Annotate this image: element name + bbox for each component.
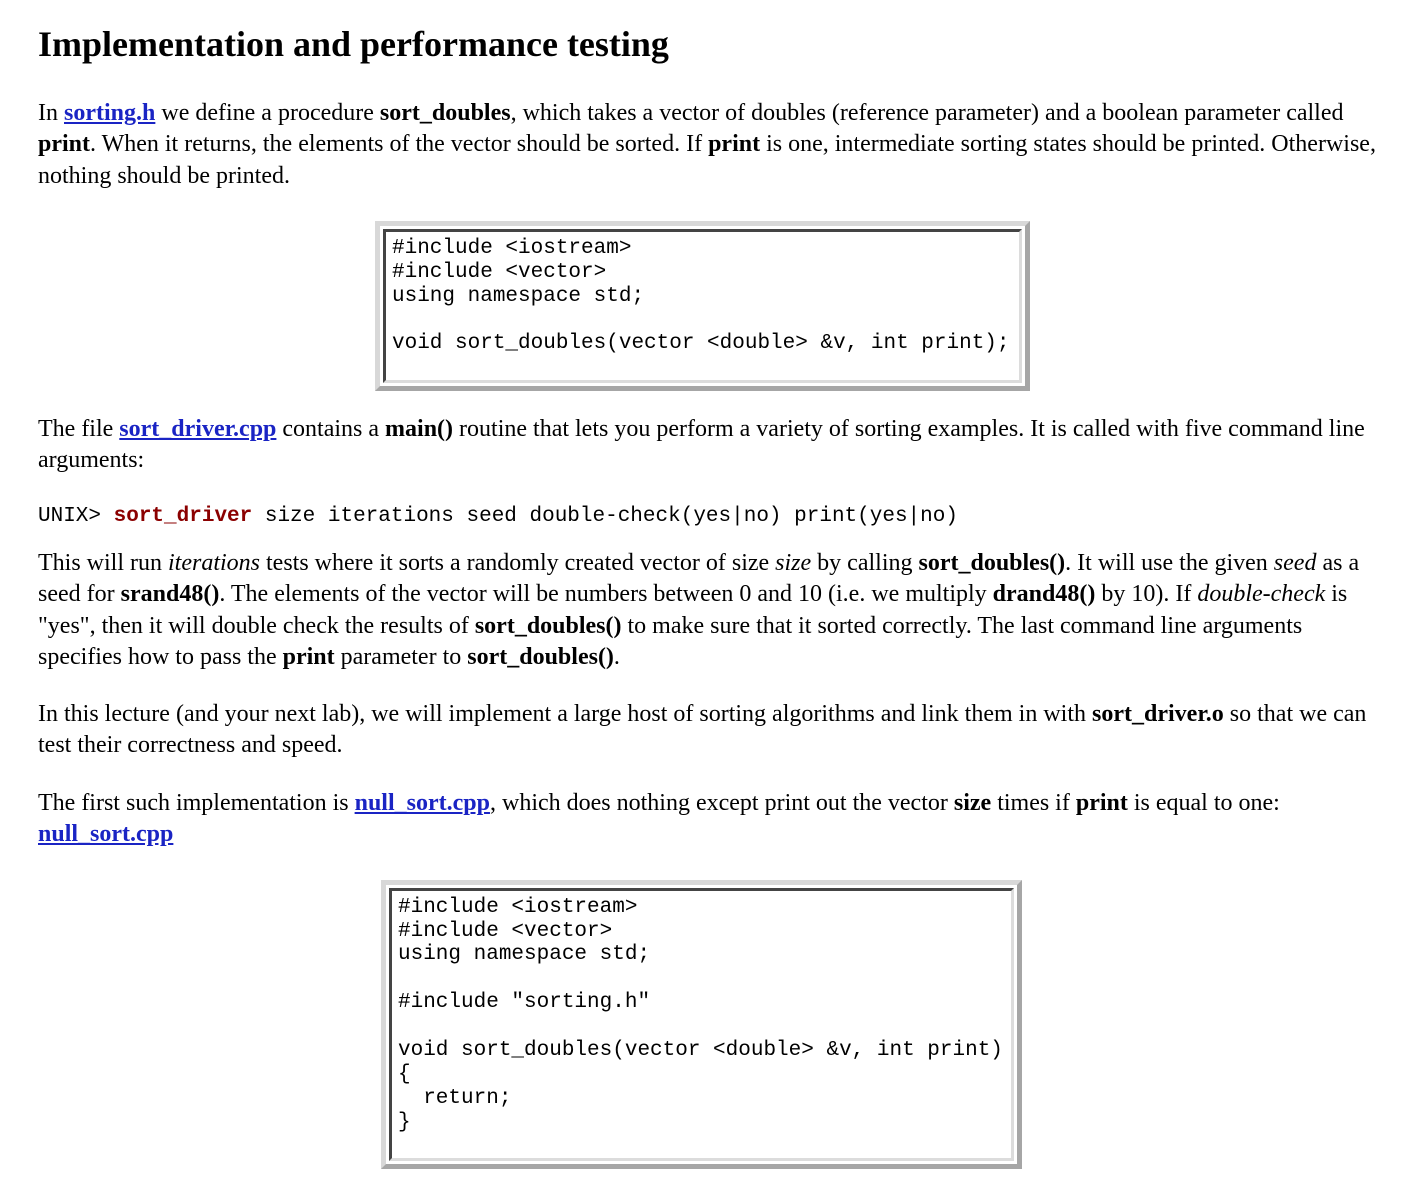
- null-sort-cpp-link[interactable]: null_sort.cpp: [38, 821, 174, 848]
- sorting-h-link[interactable]: sorting.h: [64, 100, 156, 126]
- sort-doubles-term: sort_doubles: [379, 100, 511, 126]
- sort-doubles-term: sort_doubles(): [474, 612, 622, 639]
- command-line-example: [38, 504, 958, 530]
- sort-doubles-term: sort_doubles(): [467, 643, 614, 670]
- code-line: #include <iostream>: [398, 896, 638, 919]
- srand48-term: srand48(): [120, 581, 220, 608]
- code-line: #include <vector>: [392, 261, 607, 284]
- command-arguments: size iterations seed double-check(yes|no) print(yes|no): [252, 505, 958, 528]
- usage-paragraph: This will run iterations tests where it sorts a randomly created vector of size size by calling sort_doubles(). It will use the given seed as a seed for srand48(). The elements of the vector will be numbers between 0 and 10 (i.e. we multiply drand48() by 10). If double-check is "yes", then it will double check the results of sort_doubles() to make sure that it sorted correctly. The last command line arguments specifies how to pass the print parameter to sort_doubles().: [38, 550, 1360, 670]
- code-line: }: [398, 1111, 411, 1134]
- print-term: print: [708, 131, 761, 158]
- sort-doubles-term: sort_doubles(): [918, 550, 1066, 576]
- print-term: print: [1075, 790, 1128, 816]
- code-line: using namespace std;: [398, 943, 651, 966]
- page-title: Implementation and performance testing: [38, 24, 669, 64]
- null-sort-paragraph: The first such implementation is null_sort.cpp, which does nothing except print out the vector size times if print is equal to one: null_sort.cpp: [38, 790, 1280, 848]
- main-term: main(): [385, 416, 454, 442]
- sorting-h-code-block: [375, 221, 1030, 391]
- driver-paragraph: The file sort_driver.cpp contains a main() routine that lets you perform a variety of sorting examples. It is called with five command line arguments:: [38, 416, 1365, 474]
- seed-term: seed: [1273, 550, 1317, 576]
- code-line: #include <vector>: [398, 920, 613, 943]
- code-line: using namespace std;: [392, 285, 645, 308]
- null-sort-code-block: [381, 880, 1022, 1169]
- unix-prompt: UNIX>: [38, 505, 114, 528]
- code-line: void sort_doubles(vector <double> &v, int print);: [392, 332, 1010, 355]
- print-term: print: [282, 643, 335, 670]
- double-check-term: double-check: [1197, 581, 1326, 608]
- size-term: size: [953, 790, 992, 816]
- null-sort-cpp-link[interactable]: null_sort.cpp: [354, 790, 490, 816]
- code-line: #include "sorting.h": [398, 991, 651, 1014]
- sort-driver-o-term: sort_driver.o: [1092, 701, 1224, 727]
- sort-driver-cpp-link[interactable]: sort_driver.cpp: [119, 416, 277, 442]
- drand48-term: drand48(): [992, 581, 1096, 608]
- intro-paragraph: In sorting.h we define a procedure sort_doubles, which takes a vector of doubles (reference parameter) and a boolean parameter called print. When it returns, the elements of the vector should be sorted. If print is one, intermediate sorting states should be printed. Otherwise, nothing should be printed.: [38, 100, 1376, 189]
- code-line: return;: [398, 1087, 512, 1110]
- sort-driver-command: sort_driver: [113, 505, 253, 528]
- print-term: print: [38, 131, 91, 158]
- lecture-paragraph: In this lecture (and your next lab), we will implement a large host of sorting algorithms and link them in with sort_driver.o so that we can test their correctness and speed.: [38, 701, 1367, 759]
- code-line: #include <iostream>: [392, 237, 632, 260]
- code-line: void sort_doubles(vector <double> &v, int print): [398, 1039, 1003, 1062]
- iterations-term: iterations: [168, 550, 261, 576]
- code-line: {: [398, 1063, 411, 1086]
- size-term: size: [775, 550, 812, 576]
